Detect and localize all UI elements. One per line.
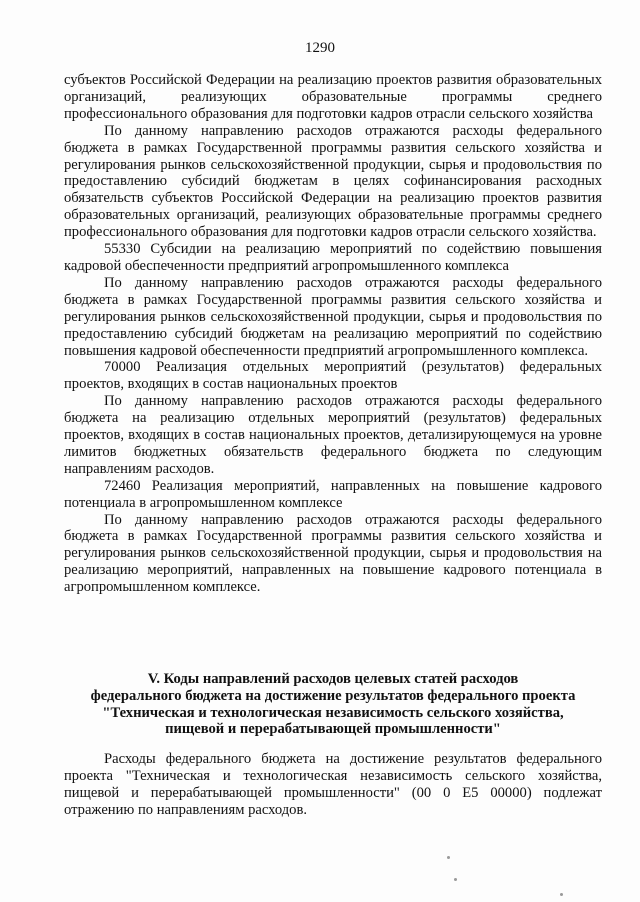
paragraph-code-72460: 72460 Реализация мероприятий, направленных на повышение кадрового потенциала в агропромышленном комплексе — [64, 477, 602, 511]
section-heading-line: "Техническая и технологическая независимость сельского хозяйства, — [102, 704, 564, 721]
page-number: 1290 — [305, 40, 335, 56]
closing-text — [64, 751, 602, 819]
section-heading — [64, 671, 602, 738]
paragraph-description: По данному направлению расходов отражаются расходы федерального бюджета на реализацию отдельных мероприятий (результатов) федеральных проектов, входящих в состав национальных проектов, детализирующемуся на уровне лимитов бюджетных обязательств федерального бюджета по следующим направлениям расходов. — [64, 393, 602, 477]
paragraph-description: По данному направлению расходов отражаются расходы федерального бюджета в рамках Государственной программы развития сельского хозяйства и регулирования рынков сельскохозяйственной продукции, сырья и продовольствия по предоставлению субсидий бюджетам в целях софинансирования расходных обязательств субъектов Российской Федерации на реализацию проектов развития образовательных организаций, реализующих образовательные программы среднего профессионального образования для подготовки кадров отрасли сельского хозяйства. — [64, 122, 602, 241]
paragraph-description: По данному направлению расходов отражаются расходы федерального бюджета в рамках Государственной программы развития сельского хозяйства и регулирования рынков сельскохозяйственной продукции, сырья и продовольствия на реализацию мероприятий, направленных на повышение кадрового потенциала в агропромышленном комплексе. — [64, 511, 602, 596]
section-heading-line: пищевой и перерабатывающей промышленности" — [165, 721, 501, 738]
scan-speck — [560, 893, 563, 896]
section-heading-line: V. Коды направлений расходов целевых статей расходов — [147, 671, 519, 687]
scan-speck — [454, 878, 457, 881]
paragraph-code-55330: 55330 Субсидии на реализацию мероприятий по содействию повышения кадровой обеспеченности предприятий агропромышленного комплекса — [64, 241, 602, 274]
body-text — [64, 72, 602, 596]
closing-paragraph: Расходы федерального бюджета на достижение результатов федерального проекта "Техническая и технологическая независимость сельского хозяйства, пищевой и перерабатывающей промышленности" (00 0 Е5 00000) подлежат отражению по направлениям расходов. — [64, 751, 602, 818]
scan-speck — [447, 856, 450, 859]
paragraph-continuation: субъектов Российской Федерации на реализацию проектов развития образовательных организаций, реализующих образовательные программы среднего профессионального образования для подготовки кадров отрасли сельского хозяйства — [64, 72, 602, 122]
paragraph-description: По данному направлению расходов отражаются расходы федерального бюджета в рамках Государственной программы развития сельского хозяйства и регулирования рынков сельскохозяйственной продукции, сырья и продовольствия по предоставлению субсидий бюджетам на реализацию мероприятий по содействию повышения кадровой обеспеченности предприятий агропромышленного комплекса. — [64, 274, 602, 359]
section-heading-line: федерального бюджета на достижение результатов федерального проекта — [90, 687, 576, 704]
paragraph-code-70000: 70000 Реализация отдельных мероприятий (результатов) федеральных проектов, входящих в состав национальных проектов — [64, 359, 602, 393]
